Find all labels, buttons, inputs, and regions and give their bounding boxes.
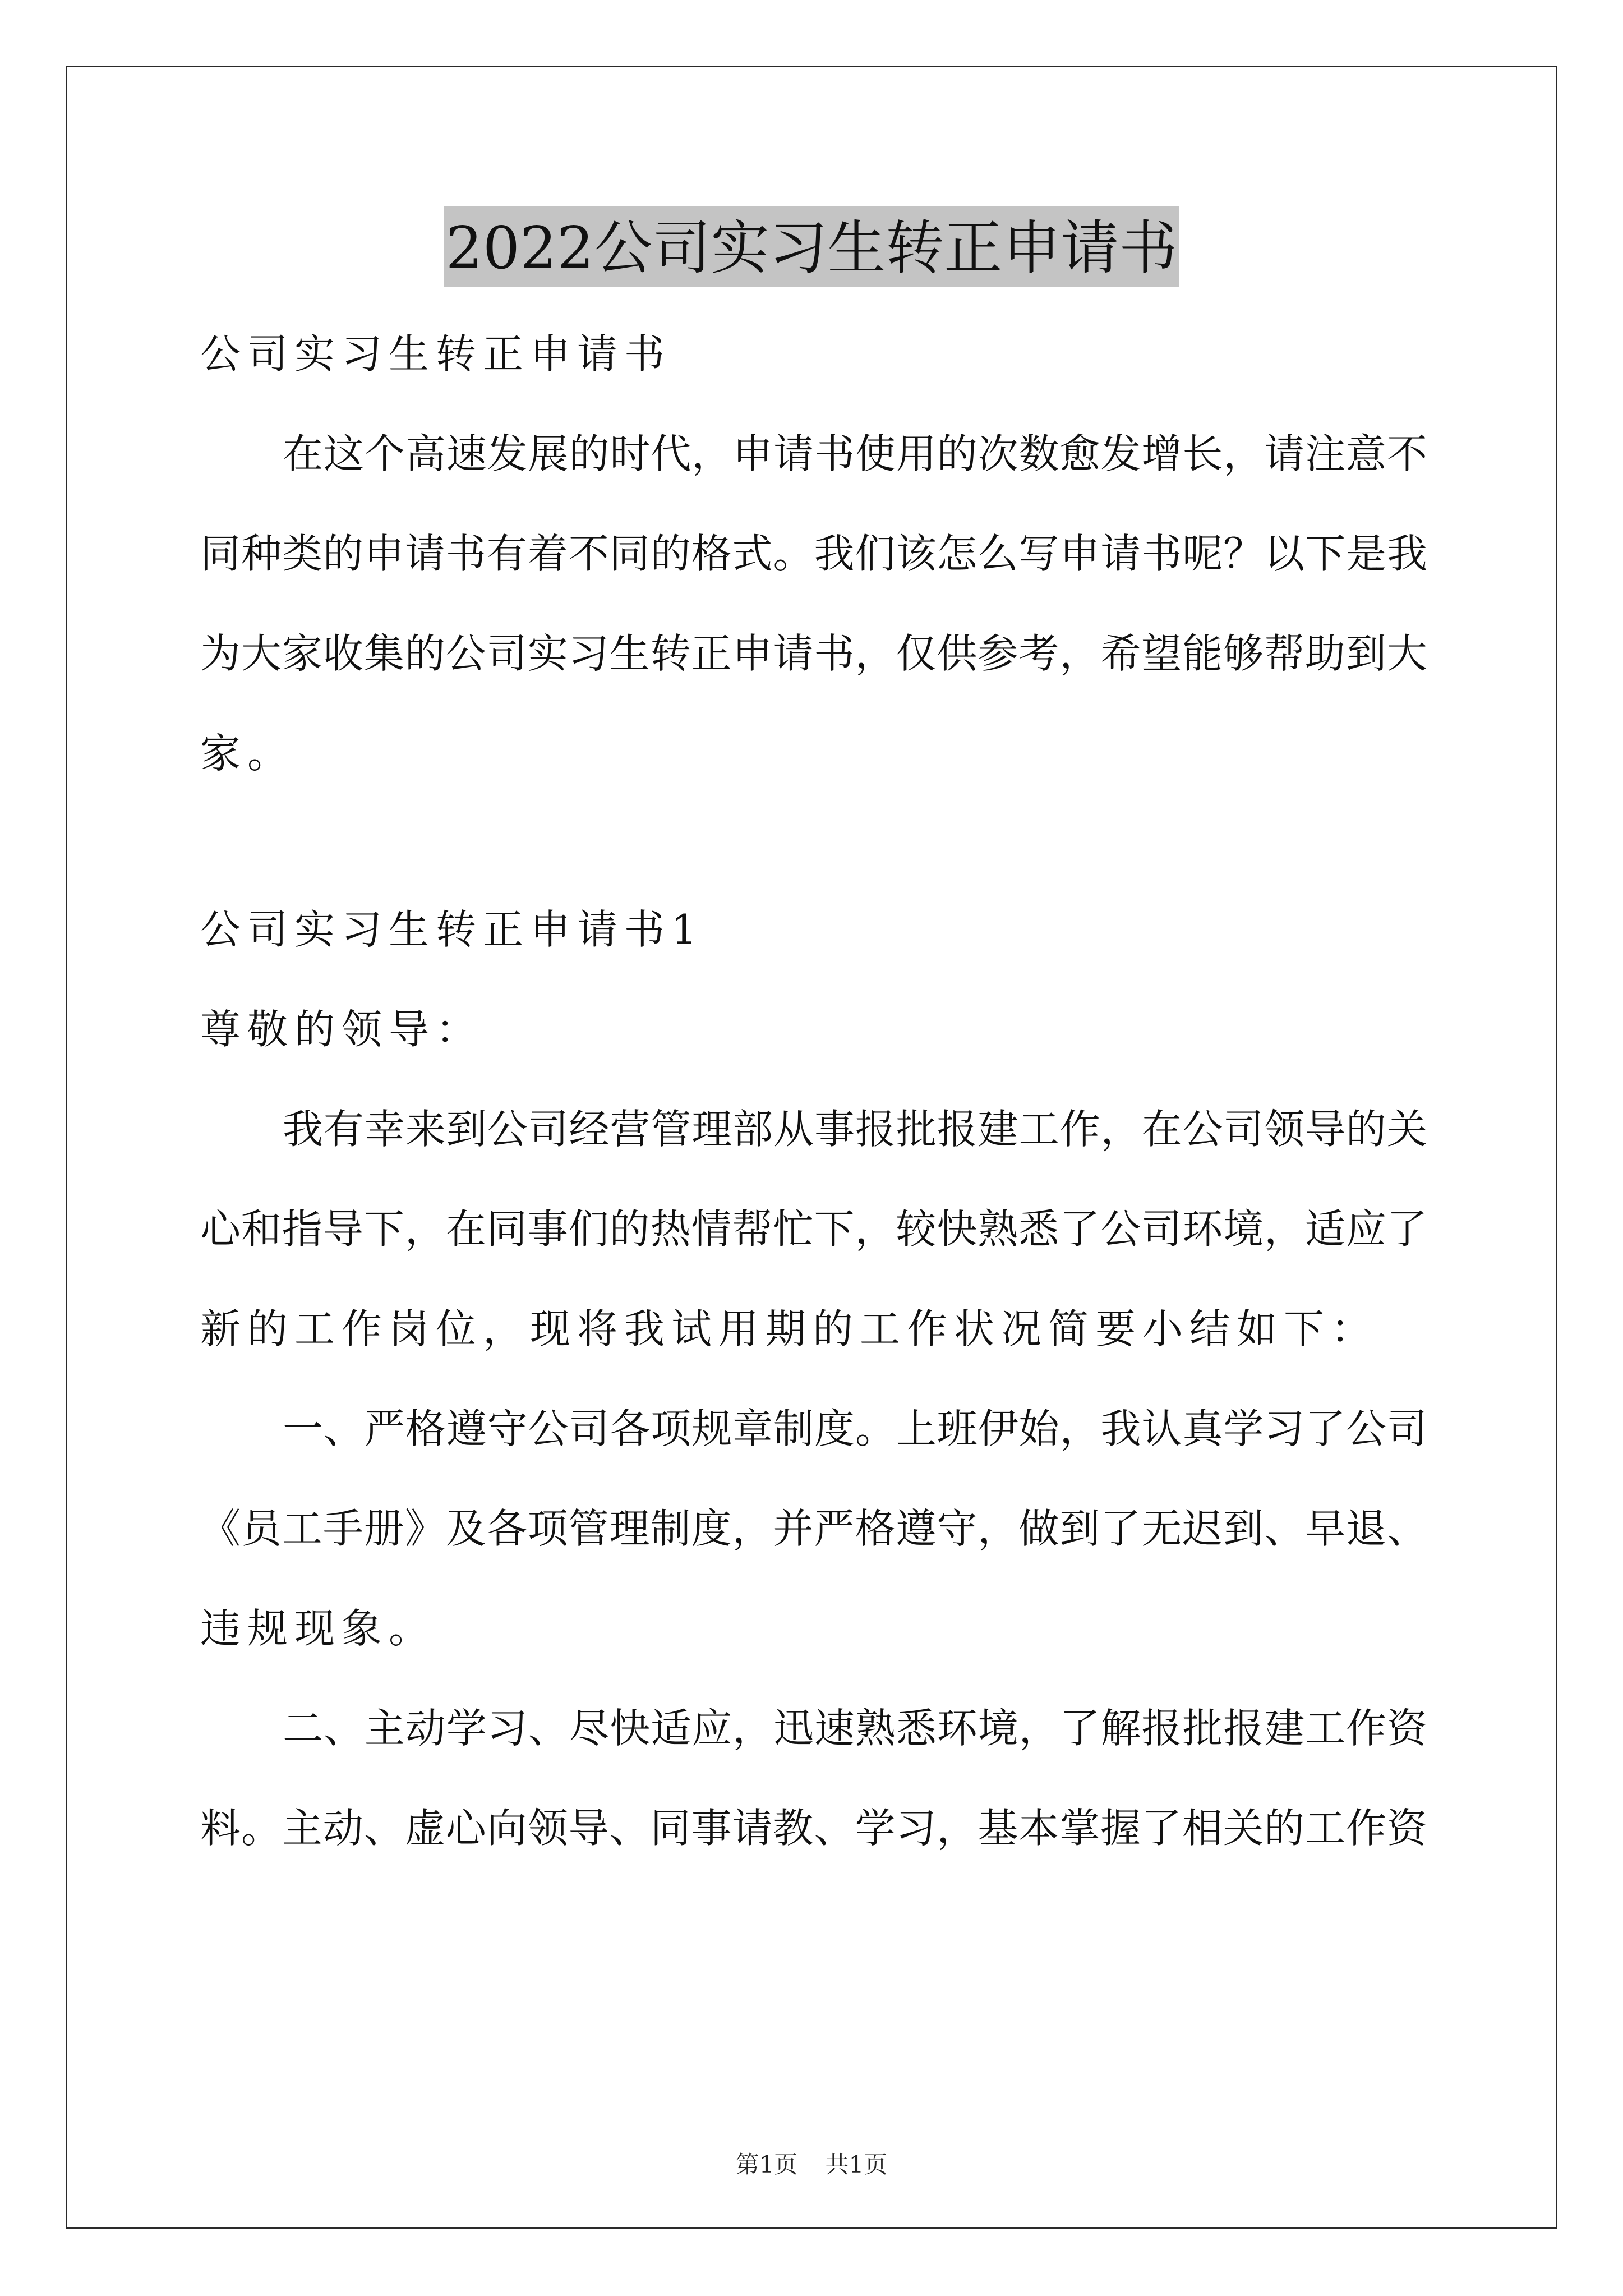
paragraph-line: 料。主动、虚心向领导、同事请教、学习，基本掌握了相关的工作资 [200,1805,1427,1852]
paragraph-line: 一、严格遵守公司各项规章制度。上班伊始，我认真学习了公司 [283,1405,1427,1452]
paragraph-line: 为大家收集的公司实习生转正申请书，仅供参考，希望能够帮助到大 [200,630,1427,677]
paragraph-line: 《员工手册》及各项管理制度，并严格遵守，做到了无迟到、早退、 [200,1505,1427,1552]
document-body [200,330,1427,1908]
paragraph-line: 二、主动学习、尽快适应，迅速熟悉环境，了解报批报建工作资 [283,1705,1427,1752]
paragraph-line: 家。 [200,730,295,777]
page-footer [0,2152,1623,2178]
paragraph-line: 违规现象。 [200,1605,436,1652]
page-number-current: 第1页 [735,2151,798,2178]
paragraph-line: 新的工作岗位，现将我试用期的工作状况简要小结如下： [200,1305,1378,1352]
paragraph-line: 在这个高速发展的时代，申请书使用的次数愈发增长，请注意不 [283,430,1427,477]
subtitle-line: 公司实习生转正申请书 [200,330,672,378]
title-container [0,206,1623,287]
salutation: 尊敬的领导： [200,1006,483,1053]
paragraph-line: 我有幸来到公司经营管理部从事报批报建工作，在公司领导的关 [283,1106,1427,1153]
paragraph-line: 心和指导下，在同事们的热情帮忙下，较快熟悉了公司环境，适应了 [200,1205,1427,1253]
page-number-total: 共1页 [825,2151,888,2178]
paragraph-line: 同种类的申请书有着不同的格式。我们该怎么写申请书呢？以下是我 [200,530,1427,577]
document-title: 2022公司实习生转正申请书 [444,206,1180,287]
section-heading: 公司实习生转正申请书1 [200,906,704,953]
